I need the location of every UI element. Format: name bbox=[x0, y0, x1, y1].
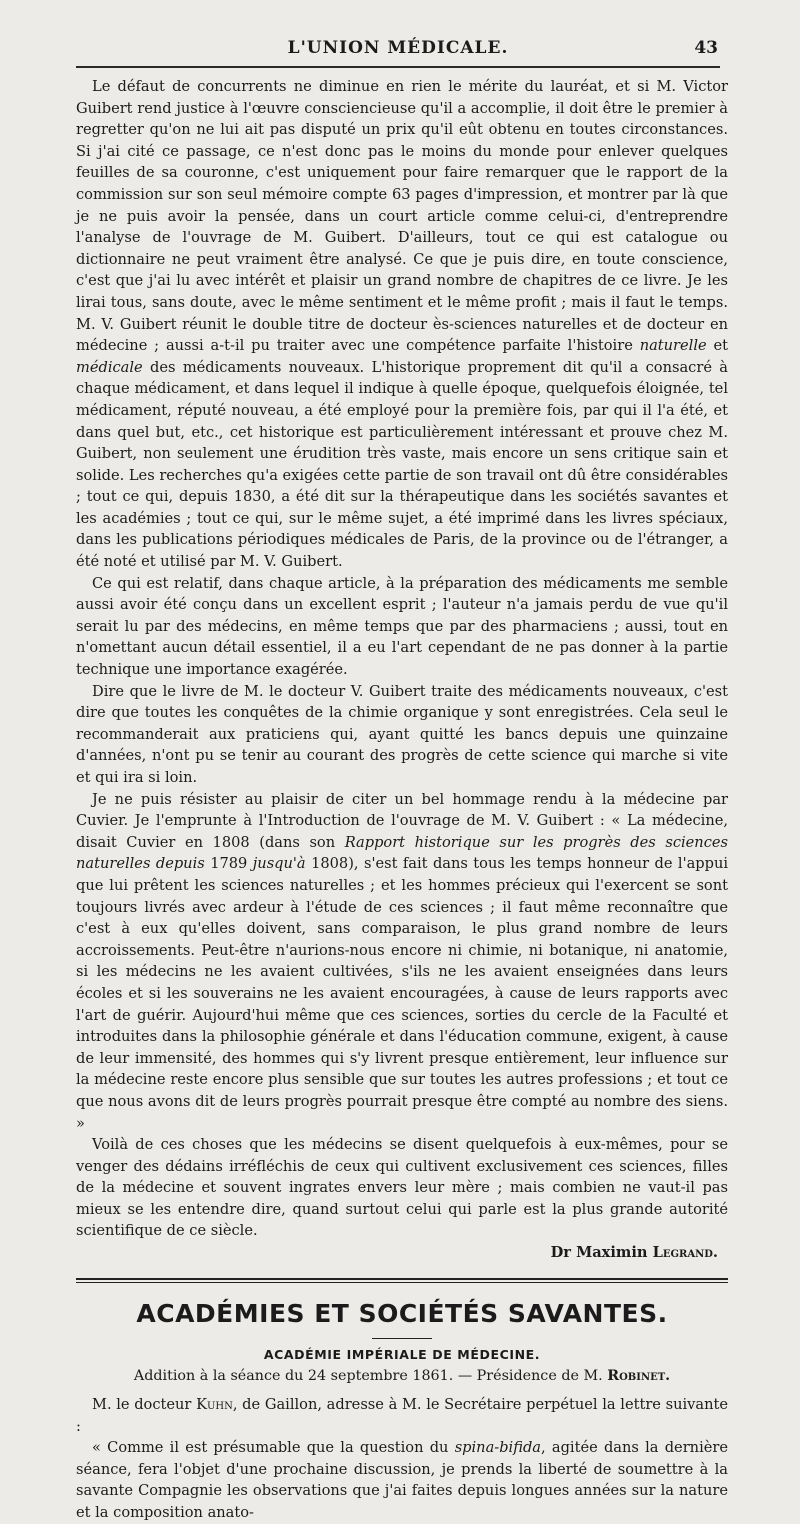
article-body bbox=[76, 76, 728, 1242]
academy-paragraph-1: M. le docteur Kuhn, de Gaillon, adresse à M. le Secrétaire perpétuel la lettre suivante : bbox=[76, 1396, 729, 1435]
section-title: ACADÉMIES ET SOCIÉTÉS SAVANTES. bbox=[136, 1299, 668, 1329]
journal-title: L'UNION MÉDICALE. bbox=[287, 38, 509, 58]
article-paragraph-5: Voilà de ces choses que les médecins se disent quelquefois à eux-mêmes, pour se venger des dédains irréfléchis de ceux qui cultivent exclusivement ces sciences, filles de la médecine et souvent ingrates envers leur mère ; mais combien ne vaut-il pas mieux se les entendre dire, quand surtout celui qui parle est la plus grande autorité scientifique de ce siècle. bbox=[76, 1136, 728, 1240]
article-paragraph-2: Ce qui est relatif, dans chaque article, à la préparation des médicaments me semble aussi avoir été conçu dans un excellent esprit ; l'auteur n'a jamais perdu de vue qu'il serait lu par des médecins, en même temps que par des pharmaciens ; aussi, tout en n'omettant aucun détail essentiel, il a eu l'art cependant de ne pas donner à la partie technique une importance exagérée. bbox=[76, 574, 728, 679]
author-signature: Dr Maximin Legrand. bbox=[550, 1244, 718, 1262]
session-line: Addition à la séance du 24 septembre 1861. — Présidence de M. Robinet. bbox=[133, 1368, 671, 1385]
section-divider bbox=[76, 1278, 728, 1283]
article-paragraph-1: Le défaut de concurrents ne diminue en rien le mérite du lauréat, et si M. Victor Guibert rend justice à l'œuvre consciencieuse qu'il a accomplie, il doit être le premier à regretter qu'on ne lui ait pas disputé un prix qu'il eût obtenu en toutes circonstances. Si j'ai cité ce passage, ce n'est donc pas le moins du monde pour enlever quelques feuilles de sa couronne, c'est uniquement pour faire remarquer que le rapport de la commission sur son seul mémoire compte 63 pages d'impression, et montrer par là que je ne puis avoir la pensée, dans un court article comme celui-ci, d'entreprendre l'analyse de l'ouvrage de M. Guibert. D'ailleurs, tout ce qui est catalogue ou dictionnaire ne peut vraiment être analysé. Ce que je puis dire, en toute conscience, c'est que j'ai lu avec intérêt et plaisir un grand nombre de chapitres de ce livre. Je les lirai tous, sans doute, avec le même sentiment et le même profit ; mais il faut le temps. M. V. Guibert réunit le double titre de docteur ès-sciences naturelles et de docteur en médecine ; aussi a-t-il pu traiter avec une compétence parfaite l'histoire naturelle et médicale des médicaments nouveaux. L'historique proprement dit qu'il a consacré à chaque médicament, et dans lequel il indique à quelle époque, quelquefois éloignée, tel médicament, réputé nouveau, a été employé pour la première fois, par qui il l'a été, et dans quel but, etc., cet historique est particulièrement intéressant et prouve chez M. Guibert, non seulement une érudition très vaste, mais encore un sens critique sain et solide. Les recherches qu'a exigées cette partie de son travail ont dû être considérables ; tout ce qui, depuis 1830, a été dit sur la thérapeutique dans les sociétés savantes et les académies ; tout ce qui, sur le même sujet, a été imprimé dans les livres spéciaux, dans les publications périodiques médicales de Paris, de la province ou de l'étranger, a été noté et utilisé par M. V. Guibert. bbox=[76, 78, 729, 571]
article-paragraph-3: Dire que le livre de M. le docteur V. Guibert traite des médicaments nouveaux, c'est dire que toutes les conquêtes de la chimie organique y sont enregistrées. Cela seul le recommanderait aux praticiens qui, ayant quitté les bancs depuis une quinzaine d'années, n'ont pu se tenir au courant des progrès de cette science qui marche si vite et qui ira si loin. bbox=[76, 682, 728, 786]
running-head bbox=[76, 36, 720, 68]
article-paragraph-4: Je ne puis résister au plaisir de citer un bel hommage rendu à la médecine par Cuvier. Je l'emprunte à l'Introduction de l'ouvrage de M. V. Guibert : « La médecine, disait Cuvier en 1808 (dans son Rapport historique sur les progrès des sciences naturelles depuis 1789 jusqu'à 1808), s'est fait dans tous les temps honneur de l'appui que lui prêtent les sciences naturelles ; et les hommes précieux qui l'exercent se sont toujours livrés avec ardeur à l'étude de ces sciences ; il faut même reconnaître que c'est à eux qu'elles doivent, sans comparaison, le plus grand nombre de leurs accroissements. Peut-être n'aurions-nous encore ni chimie, ni botanique, ni anatomie, si les médecins ne les avaient cultivées, s'ils ne les avaient enseignées dans leurs écoles et si les souverains ne les avaient encouragées, à cause de leurs rapports avec l'art de guérir. Aujourd'hui même que ces sciences, sorties du cercle de la Faculté et introduites dans la philosophie générale et dans l'éducation commune, exigent, à cause de leur immensité, des hommes qui s'y livrent presque entièrement, leur influence sur la médecine reste encore plus sensible que sur toutes les autres professions ; et tout ce que nous avons dit de leurs progrès pourrait presque être compté au nombre des siens. » bbox=[76, 790, 729, 1132]
page-number: 43 bbox=[694, 38, 718, 58]
academy-paragraph-2: « Comme il est présumable que la question du spina-bifida, agitée dans la dernière séance, fera l'objet d'une prochaine discussion, je prends la liberté de soumettre à la savante Compagnie les observations que j'ai faites depuis longues années sur la nature et la composition anato- bbox=[76, 1439, 728, 1522]
title-underline bbox=[372, 1338, 432, 1339]
academy-body bbox=[76, 1394, 728, 1524]
subsection-title: ACADÉMIE IMPÉRIALE DE MÉDECINE. bbox=[263, 1347, 541, 1363]
